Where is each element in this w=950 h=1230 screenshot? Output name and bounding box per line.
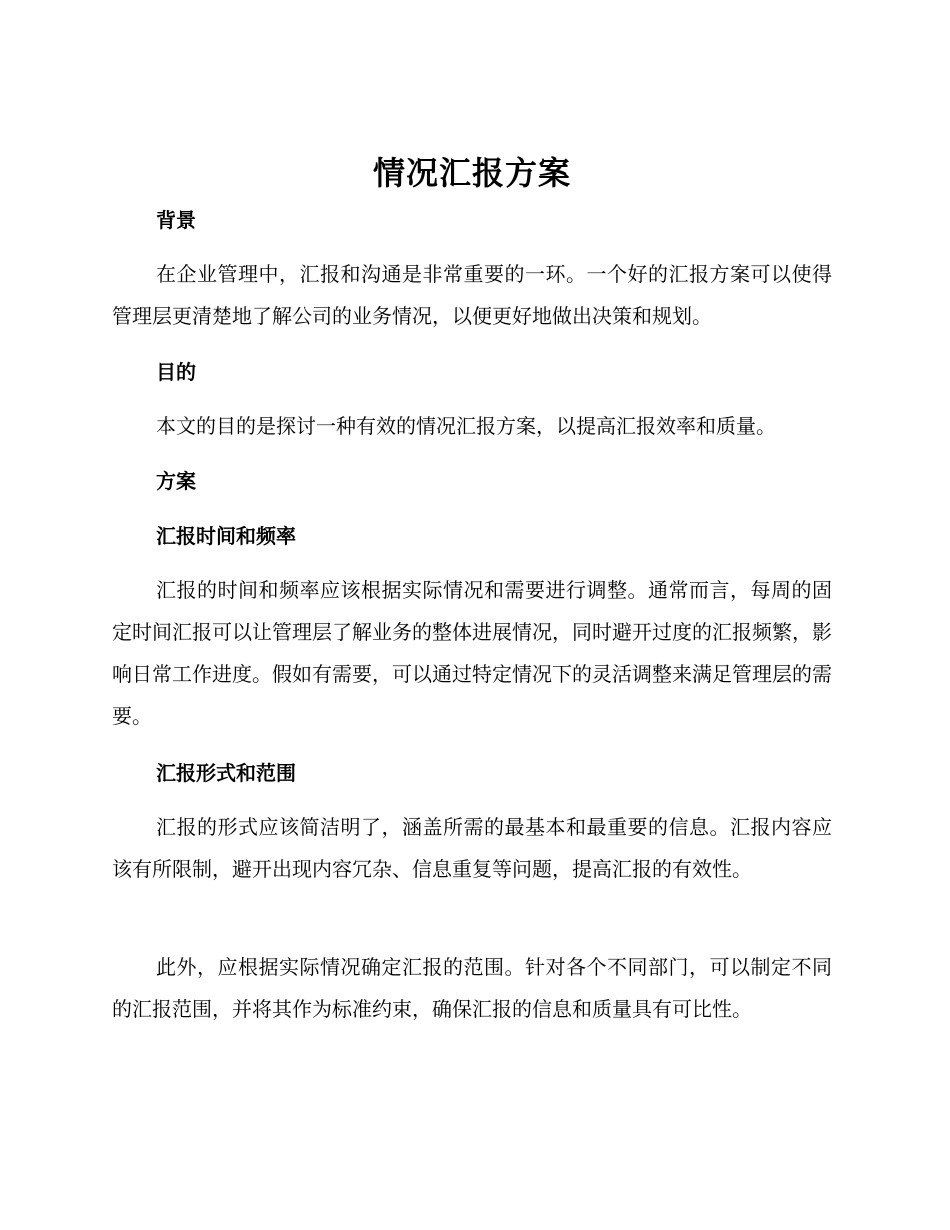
section-heading-time-frequency: 汇报时间和频率 xyxy=(156,524,296,548)
paragraph-purpose: 本文的目的是探讨一种有效的情况汇报方案，以提高汇报效率和质量。 xyxy=(156,414,776,438)
paragraph-form: 汇报的形式应该简洁明了，涵盖所需的最基本和最重要的信息。汇报内容应该有所限制，避开出现内容冗杂、信息重复等问题，提高汇报的有效性。 xyxy=(112,815,832,881)
section-heading-purpose: 目的 xyxy=(156,360,196,384)
section-heading-plan: 方案 xyxy=(156,469,196,493)
paragraph-background: 在企业管理中，汇报和沟通是非常重要的一环。一个好的汇报方案可以使得管理层更清楚地了解公司的业务情况，以便更好地做出决策和规划。 xyxy=(112,262,832,328)
document-title: 情况汇报方案 xyxy=(372,154,571,192)
section-heading-form-scope: 汇报形式和范围 xyxy=(156,761,296,785)
paragraph-scope: 此外，应根据实际情况确定汇报的范围。针对各个不同部门，可以制定不同的汇报范围，并将其作为标准约束，确保汇报的信息和质量具有可比性。 xyxy=(112,955,832,1021)
paragraph-time-frequency: 汇报的时间和频率应该根据实际情况和需要进行调整。通常而言，每周的固定时间汇报可以让管理层了解业务的整体进展情况，同时避开过度的汇报频繁，影响日常工作进度。假如有需要，可以通过特定情况下的灵活调整来满足管理层的需要。 xyxy=(112,578,832,728)
section-heading-background: 背景 xyxy=(156,208,196,232)
